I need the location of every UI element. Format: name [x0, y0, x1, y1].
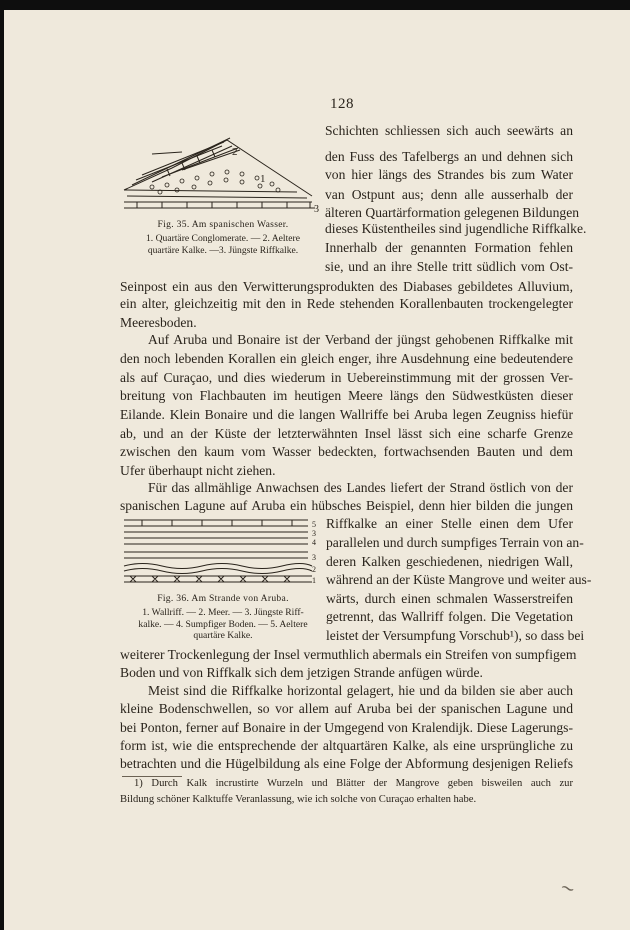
text-line: Innerhalb der genannten Formation fehlen: [325, 240, 573, 255]
text-line: den noch lebenden Korallen ein gleich enger, ihre Ausdehnung eine bedeutendere: [120, 351, 573, 366]
figure-36-label: 5: [312, 520, 316, 529]
figure-36-diagram: [122, 514, 322, 586]
text-line: kleine Bodenschwellen, so vor allem auf Aruba bei der spanischen Lagune und: [120, 701, 573, 716]
text-line: älteren Quartärformation gelegenen Bildungen: [325, 205, 580, 220]
text-line: Meeresboden.: [120, 315, 197, 330]
text-line: Meist sind die Riffkalke horizontal gelagert, hie und da bilden sie aber auch: [148, 683, 573, 698]
figure-36-label: 3: [312, 529, 316, 538]
text-line: sie, und an ihre Stelle tritt südlich vom Ost-: [325, 259, 573, 274]
text-line: als auf Curaçao, und dies wiederum in Uebereinstimmung mit der grossen Ver-: [120, 370, 573, 385]
text-line: betrachten und die Hügelbildung als eine Folge der Abformung desjenigen Reliefs: [120, 756, 573, 771]
figure-36-label: 2: [312, 565, 316, 574]
text-line: Riffkalke an einer Stelle einen dem Ufer: [326, 516, 573, 531]
figure-35-diagram: [122, 130, 322, 220]
text-line: breitung von Flachbauten im heutigen Meere längs den Südwestküsten dieser: [120, 388, 573, 403]
text-line: parallelen und durch sumpfiges Terrain von an-: [326, 535, 584, 550]
text-line: deren Kalken geschiedenen, niedrigen Wall,: [326, 554, 573, 569]
figure-36-legend-line: kalke. — 4. Sumpfiger Boden. — 5. Aeltere: [138, 618, 308, 630]
figure-36-label: 3: [312, 553, 316, 562]
figure-35-legend-line: quartäre Kalke. —3. Jüngste Riffkalke.: [147, 244, 299, 256]
text-line: Seinpost ein aus den Verwitterungsprodukten des Diabases gebildetes Alluvium,: [120, 279, 573, 294]
text-line: Eilande. Klein Bonaire und die langen Wallriffe bei Aruba legen Zeugniss hiefür: [120, 407, 573, 422]
figure-35-label: 2: [232, 146, 238, 158]
page-number: 128: [330, 96, 354, 112]
text-line: spanischen Lagune auf Aruba ein hübsches Beispiel, denn hier bilden die jungen: [120, 498, 573, 513]
figure-36-legend-line: 1. Wallriff. — 2. Meer. — 3. Jüngste Riff-: [142, 607, 304, 618]
text-line: Ufer überhaupt nicht ziehen.: [120, 463, 276, 478]
page: [4, 10, 630, 930]
text-line: Boden und von Riffkalk sich dem jetzigen Strande anfügen würde.: [120, 665, 483, 680]
text-line: von hier längs des Strandes bis zum Water: [325, 167, 573, 182]
figure-35-legend-line: 1. Quartäre Conglomerate. — 2. Aeltere: [146, 233, 300, 244]
text-line: Schichten schliessen sich auch seewärts an: [325, 123, 573, 138]
text-line: van Ostpunt aus; denn alle ausserhalb der: [325, 187, 573, 202]
figure-36-label: 4: [312, 538, 316, 547]
text-line: den Fuss des Tafelbergs an und dehnen sich: [325, 149, 573, 164]
text-line: ein alter, gleichzeitig mit den in Rede stehenden Korallenbauten trockengelegter: [120, 296, 573, 311]
text-line: bei Ponton, ferner auf Bonaire in der Umgegend von Kralendijk. Diese Lagerungs-: [120, 720, 573, 735]
text-line: Auf Aruba und Bonaire ist der Verband der jüngst gehobenen Riffkalke mit: [148, 332, 573, 347]
text-line: wärts, durch einen schmalen Wasserstreifen: [326, 591, 573, 606]
figure-35-title: Fig. 35. Am spanischen Wasser.: [157, 219, 289, 230]
footnote-line: Bildung schöner Kalktuffe Veranlassung, wie ich solche von Curaçao erhalten habe.: [120, 794, 477, 805]
text-line: dieses Küstentheiles sind jugendliche Riffkalke.: [325, 221, 587, 236]
text-line: leistet der Versumpfung Vorschub¹), so dass bei: [326, 628, 585, 643]
text-line: form ist, wie die entsprechende der altquartären Kalke, als eine ursprüngliche zu: [120, 738, 573, 753]
text-line: weiterer Trockenlegung der Insel vermuthlich abermals ein Streifen von sumpfigem: [120, 647, 577, 662]
pencil-mark: ~: [556, 876, 579, 901]
figure-36-label: 1: [312, 576, 316, 585]
text-line: während an der Küste Mangrove und weiter aus-: [326, 572, 592, 587]
figure-36-caption: [120, 593, 326, 642]
figure-36-title: Fig. 36. Am Strande von Aruba.: [157, 593, 289, 604]
text-line: getrennt, das Wallriff folgen. Die Vegetation: [326, 609, 573, 624]
figure-35-label: 1: [260, 173, 266, 185]
text-line: zwischen den kaum vom Wasser bedeckten, fortwachsenden Bauten und dem: [120, 444, 573, 459]
figure-35-caption: [120, 219, 326, 256]
figure-35-label: 3: [314, 204, 319, 215]
text-line: Für das allmählige Anwachsen des Landes liefert der Strand östlich von der: [148, 480, 573, 495]
text-line: ab, und an der Küste der letzterwähnten Insel lässt sich eine scharfe Grenze: [120, 426, 573, 441]
footnote-line: 1) Durch Kalk incrustirte Wurzeln und Blätter der Mangrove geben bisweilen auch zur: [134, 778, 573, 789]
figure-36-legend-line: quartäre Kalke.: [193, 630, 253, 641]
